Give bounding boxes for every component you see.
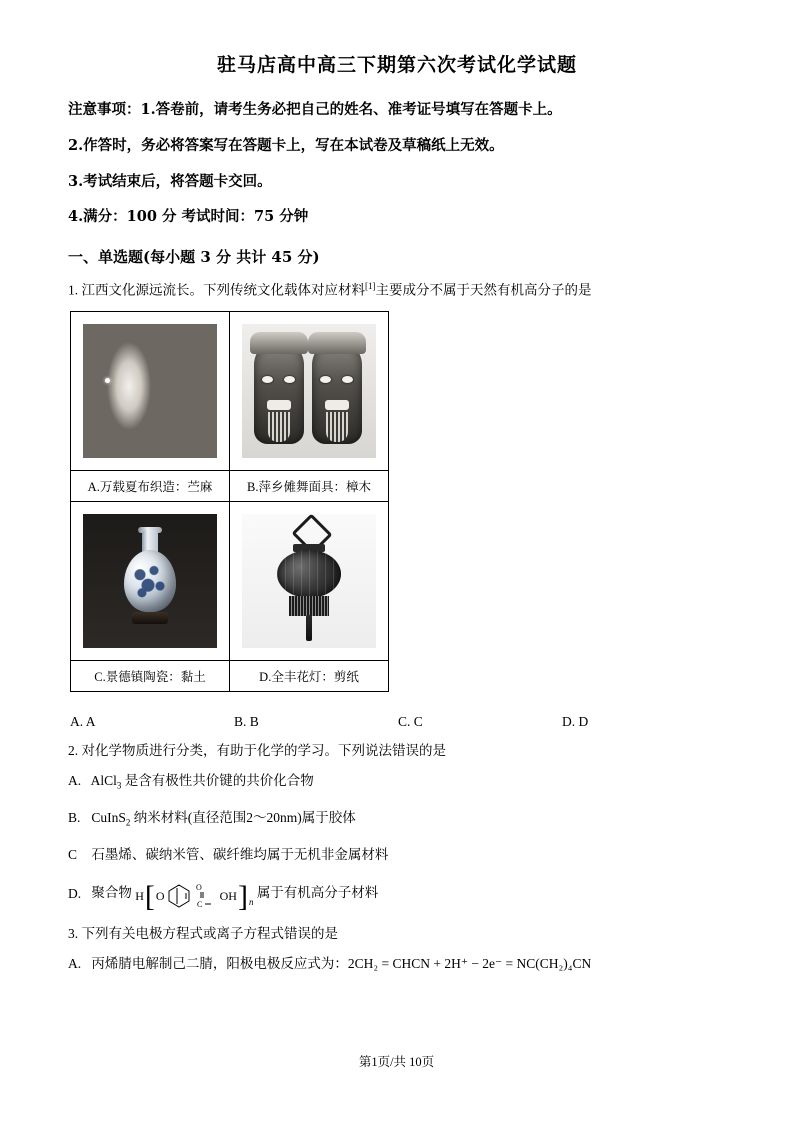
choice-b[interactable]: B. B	[234, 714, 259, 730]
option-a-text: 丙烯腈电解制己二腈，阳极电极反应式为：	[91, 956, 348, 972]
oxygen-atom-label: O	[155, 888, 165, 903]
subscript-n: n	[248, 897, 254, 908]
notice-rest-3: 将答题卡交回。	[170, 172, 272, 190]
notice-lead-3: 3.考试结束后，	[68, 172, 171, 190]
page-footer: 第1页/共 10页	[358, 1055, 435, 1069]
question-2-option-d[interactable]	[68, 879, 726, 914]
question-1-text-before: 江西文化源远流长。下列传统文化载体对应材料	[81, 282, 365, 298]
option-a-formula-sub: 3	[116, 780, 122, 791]
lantern-fringe	[289, 596, 329, 616]
option-b-formula	[91, 809, 131, 828]
question-2-option-c[interactable]	[68, 844, 726, 866]
option-label-a: A.	[68, 956, 82, 972]
mask-mouth	[267, 400, 291, 410]
mask-eye-left	[262, 376, 273, 383]
notice-line-2	[68, 135, 726, 157]
table-row	[71, 502, 389, 661]
question-1-text-after: 主要成分不属于天然有机高分子的是	[375, 282, 592, 298]
cell-image-b	[230, 312, 389, 471]
question-2-option-a[interactable]	[68, 770, 726, 793]
lantern-globe	[277, 550, 341, 598]
polymer-repeat-unit-structure	[135, 880, 254, 914]
hydroxyl-label: OH	[219, 888, 237, 903]
option-b-text: 纳米材料(直径范围2～20nm)属于胶体	[133, 809, 356, 825]
mask-eye-right	[284, 376, 295, 383]
caption-a: A.万载夏布织造：苎麻	[71, 471, 230, 502]
question-3-option-a[interactable]	[68, 953, 726, 975]
caption-c: C.景德镇陶瓷：黏土	[71, 661, 230, 692]
mask-left	[254, 340, 304, 444]
nuo-dance-masks-photo	[242, 324, 376, 458]
option-label-d: D.	[68, 885, 82, 901]
notice-line-3	[68, 171, 726, 193]
mask-hat	[250, 332, 308, 354]
notice-lead-4: 4.满分：100 分 考试时间：75 分钟	[68, 208, 309, 226]
vase-stand	[132, 612, 168, 624]
mask-eye-right	[342, 376, 353, 383]
svg-text:C: C	[196, 900, 202, 910]
cell-image-c	[71, 502, 230, 661]
cell-image-a	[71, 312, 230, 471]
option-label-b: B.	[68, 809, 81, 825]
mask-beard	[326, 412, 348, 442]
option-a-text: 是含有极性共价键的共价化合物	[124, 772, 314, 788]
question-1-number: 1.	[68, 282, 79, 298]
section-heading: 一、单选题(每小题 3 分 共计 45 分)	[68, 248, 320, 266]
cell-image-d	[230, 502, 389, 661]
lantern-tassel	[306, 615, 312, 641]
mask-beard	[268, 412, 290, 442]
option-c-text: 石墨烯、碳纳米管、碳纤维均属于无机非金属材料	[91, 846, 389, 862]
choice-c[interactable]: C. C	[398, 714, 423, 730]
option-d-text-pre: 聚合物	[91, 885, 132, 901]
question-2-text: 对化学物质进行分类，有助于化学的学习。下列说法错误的是	[81, 743, 446, 759]
question-1-stem	[68, 279, 726, 301]
mask-hat	[308, 332, 366, 354]
page-title: 驻马店高中高三下期第六次考试化学试题	[216, 54, 577, 76]
question-3-stem	[68, 923, 726, 945]
option-a-formula-pre: AlCl	[90, 772, 117, 788]
table-row	[71, 471, 389, 502]
question-2-option-b[interactable]	[68, 807, 726, 830]
lantern-shape	[275, 520, 343, 642]
bracket-open: [	[144, 880, 155, 914]
caption-b: B.萍乡傩舞面具：樟木	[230, 471, 389, 502]
option-label-a: A.	[68, 772, 82, 788]
carbonyl-group-icon	[193, 881, 219, 911]
caption-d: D.全丰花灯：剪纸	[230, 661, 389, 692]
choice-a[interactable]: A. A	[70, 714, 96, 730]
vase-shape	[122, 530, 178, 624]
bracket-close: ]	[237, 880, 248, 914]
option-label-c: C	[68, 846, 78, 862]
culture-materials-table	[70, 311, 389, 692]
notice-rest-1: 请考生务必把自己的姓名、准考证号填写在答题卡上。	[213, 101, 562, 118]
notice-line-1	[68, 99, 726, 121]
question-3-text: 下列有关电极方程式或离子方程式错误的是	[81, 926, 338, 942]
question-2-stem	[68, 740, 726, 762]
notice-lead-2: 2.作答时，	[68, 136, 142, 154]
option-b-formula-pre: CuInS	[91, 809, 126, 825]
option-b-formula-sub: 2	[125, 817, 131, 828]
question-2-number: 2.	[68, 743, 79, 759]
notice-rest-2: 务必将答案写在答题卡上，写在本试卷及草稿纸上无效。	[141, 136, 504, 154]
svg-text:O: O	[195, 883, 202, 893]
question-1-choices	[70, 714, 726, 730]
table-row	[71, 661, 389, 692]
linen-gourds-photo	[83, 324, 217, 458]
question-1-superscript: [1]	[365, 281, 376, 291]
notice-line-4	[68, 206, 726, 228]
mask-eye-left	[320, 376, 331, 383]
benzene-ring-icon	[166, 882, 192, 910]
porcelain-vase-photo	[83, 514, 217, 648]
choice-d[interactable]: D. D	[562, 714, 589, 730]
vase-neck	[142, 530, 158, 552]
mask-mouth	[325, 400, 349, 410]
electrode-equation: 2CH₂ = CHCN + 2H⁺ − 2e⁻ = NC(CH₂)₄CN	[347, 956, 592, 972]
table-row	[71, 312, 389, 471]
page-content	[68, 50, 726, 989]
lantern-photo	[242, 514, 376, 648]
vase-body	[124, 550, 176, 612]
option-d-text-post: 属于有机高分子材料	[256, 885, 379, 901]
mask-right	[312, 340, 362, 444]
question-3-number: 3.	[68, 926, 79, 942]
notice-lead-1: 注意事项：1.答卷前，	[68, 101, 214, 118]
hydrogen-atom-label: H	[135, 888, 144, 903]
option-a-formula	[90, 772, 122, 791]
